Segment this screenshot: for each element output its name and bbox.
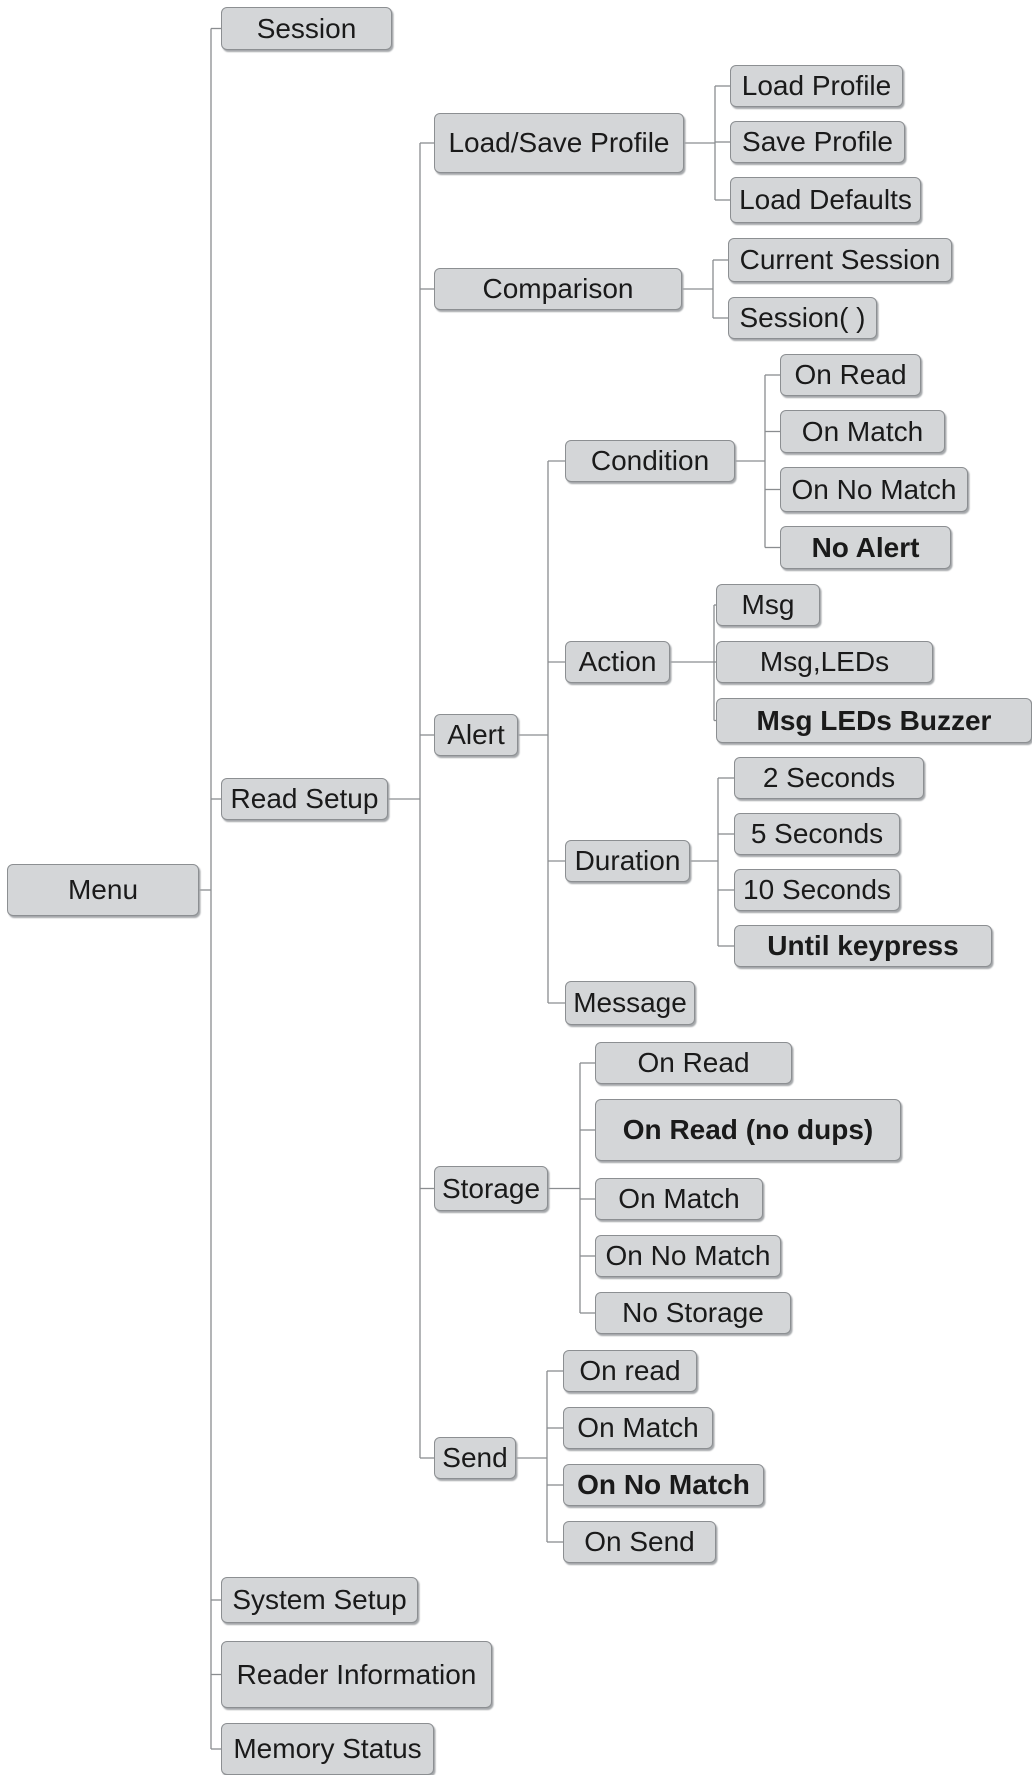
node-load-save-profile: Load/Save Profile [434,113,684,173]
node-session: Session [221,7,392,50]
node-sto-on-read: On Read [595,1042,792,1084]
node-alert: Alert [434,714,518,756]
node-send-on-send: On Send [563,1521,716,1563]
node-send: Send [434,1437,516,1479]
node-send-on-no-match: On No Match [563,1464,764,1506]
node-sto-on-read-nodups: On Read (no dups) [595,1099,901,1161]
node-cond-no-alert: No Alert [780,526,951,569]
node-menu: Menu [7,864,199,916]
node-dur-5: 5 Seconds [734,813,900,855]
node-action: Action [565,641,670,683]
node-cond-on-read: On Read [780,354,921,396]
node-sto-no-storage: No Storage [595,1292,791,1334]
node-sto-on-match: On Match [595,1178,763,1220]
node-current-session: Current Session [728,238,952,282]
node-load-defaults: Load Defaults [730,177,921,223]
node-dur-until: Until keypress [734,925,992,967]
node-reader-information: Reader Information [221,1641,492,1708]
node-act-msg: Msg [716,584,820,626]
node-session-paren: Session( ) [728,297,877,339]
node-read-setup: Read Setup [221,778,388,820]
node-comparison: Comparison [434,268,682,310]
node-save-profile: Save Profile [730,121,905,163]
node-send-on-read: On read [563,1350,697,1392]
node-cond-on-match: On Match [780,410,945,453]
node-message: Message [565,981,695,1025]
node-duration: Duration [565,840,690,882]
node-dur-10: 10 Seconds [734,869,900,911]
node-act-msg-leds: Msg,LEDs [716,641,933,683]
node-act-msg-leds-buzzer: Msg LEDs Buzzer [716,698,1032,743]
node-send-on-match: On Match [563,1407,713,1449]
node-load-profile: Load Profile [730,65,903,107]
node-storage: Storage [434,1166,548,1211]
node-memory-status: Memory Status [221,1723,434,1775]
node-cond-on-no-match: On No Match [780,467,968,512]
node-dur-2: 2 Seconds [734,757,924,799]
node-system-setup: System Setup [221,1577,418,1623]
node-condition: Condition [565,440,735,482]
node-sto-on-no-match: On No Match [595,1235,781,1277]
